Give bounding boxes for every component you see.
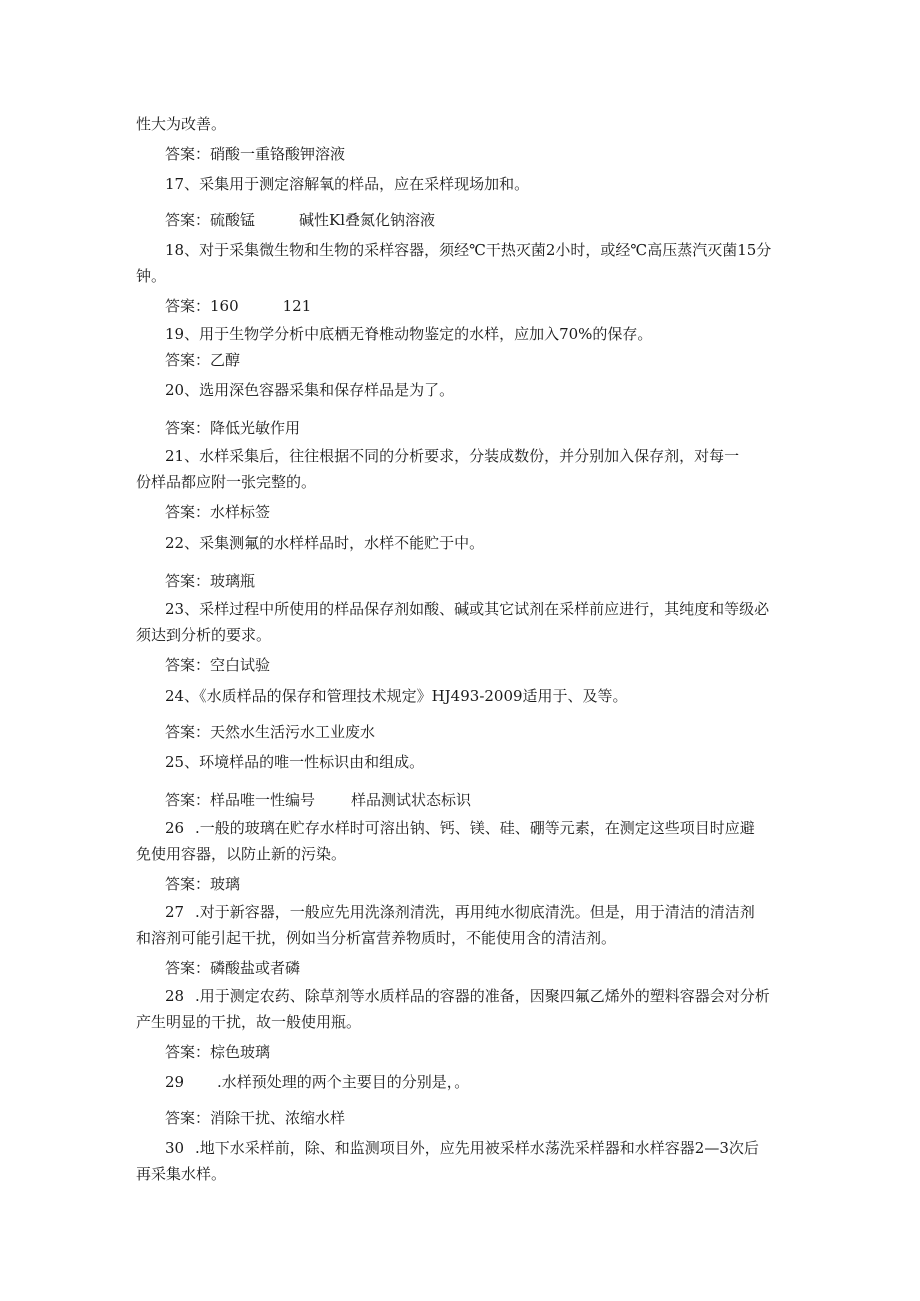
question-text: .对于新容器，一般应先用洗涤剂清洗，再用纯水彻底清洗。但是，用于清洁的清洁剂 — [195, 903, 755, 921]
question-28 — [165, 986, 770, 1006]
answer-part: 碱性Kl叠氮化钠溶液 — [299, 211, 436, 229]
text-line: 产生明显的干扰，故一般使用瓶。 — [136, 1013, 362, 1031]
question-26 — [165, 818, 755, 838]
answer-line: 答案：玻璃瓶 — [165, 572, 256, 590]
question-23: 23、采样过程中所使用的样品保存剂如酸、碱或其它试剂在采样前应进行，其纯度和等级必 — [165, 600, 770, 618]
question-17: 17、采集用于测定溶解氧的样品，应在采样现场加和。 — [165, 175, 530, 193]
answer-line: 答案：乙醇 — [165, 351, 241, 369]
answer-line: 答案：降低光敏作用 — [165, 419, 301, 437]
question-30 — [165, 1138, 759, 1158]
question-20: 20、选用深色容器采集和保存样品是为了。 — [165, 381, 455, 399]
question-text: .水样预处理的两个主要目的分别是，。 — [217, 1073, 470, 1091]
question-25: 25、环境样品的唯一性标识由和组成。 — [165, 753, 425, 771]
question-text: .一般的玻璃在贮存水样时可溶出钠、钙、镁、硅、硼等元素，在测定这些项目时应避 — [195, 819, 755, 837]
answer-line: 答案：消除干扰、浓缩水样 — [165, 1109, 346, 1127]
answer-line: 答案：玻璃 — [165, 875, 241, 893]
text-line: 和溶剂可能引起干扰，例如当分析富营养物质时，不能使用含的清洁剂。 — [136, 929, 617, 947]
answer-line: 答案：天然水生活污水工业废水 — [165, 723, 376, 741]
text-line: 份样品都应附一张完整的。 — [136, 473, 317, 491]
question-19: 19、用于生物学分析中底栖无脊椎动物鉴定的水样，应加入70%的保存。 — [165, 325, 653, 343]
text-line: 再采集水样。 — [136, 1165, 227, 1183]
text-line: 免使用容器，以防止新的污染。 — [136, 845, 347, 863]
answer-part: 答案：样品唯一性编号 — [165, 791, 316, 809]
question-number: 29 — [165, 1073, 185, 1091]
answer-line — [165, 210, 435, 230]
answer-line: 答案：磷酸盐或者磷 — [165, 959, 301, 977]
text-line: 须达到分析的要求。 — [136, 626, 272, 644]
question-18: 18、对于采集微生物和生物的采样容器，须经℃干热灭菌2小时，或经℃高压蒸汽灭菌15分 — [165, 241, 772, 259]
question-number: 30 — [165, 1139, 185, 1157]
answer-line — [165, 790, 471, 810]
answer-line: 答案：空白试验 — [165, 656, 271, 674]
question-21: 21、水样采集后，往往根据不同的分析要求，分装成数份，并分别加入保存剂，对每一 — [165, 447, 740, 465]
answer-line — [165, 296, 311, 316]
answer-part: 样品测试状态标识 — [351, 791, 472, 809]
answer-part: 121 — [282, 297, 312, 315]
answer-part: 答案：硫酸锰 — [165, 211, 256, 229]
text-line: 钟。 — [136, 267, 167, 285]
question-number: 28 — [165, 987, 185, 1005]
question-text: .地下水采样前，除、和监测项目外，应先用被采样水荡洗采样器和水样容器2—3次后 — [195, 1139, 759, 1157]
answer-part: 答案：160 — [165, 297, 239, 315]
text-line: 性大为改善。 — [136, 115, 227, 133]
question-text: .用于测定农药、除草剂等水质样品的容器的准备，因聚四氟乙烯外的塑料容器会对分析 — [195, 987, 770, 1005]
question-number: 27 — [165, 903, 185, 921]
question-22: 22、采集测氟的水样样品时，水样不能贮于中。 — [165, 534, 485, 552]
question-24: 24、《水质样品的保存和管理技术规定》HJ493-2009适用于、及等。 — [165, 687, 628, 705]
answer-line: 答案：硝酸一重铬酸钾溶液 — [165, 145, 346, 163]
question-27 — [165, 902, 755, 922]
answer-line: 答案：水样标签 — [165, 503, 271, 521]
answer-line: 答案：棕色玻璃 — [165, 1043, 271, 1061]
question-29 — [165, 1072, 469, 1092]
question-number: 26 — [165, 819, 185, 837]
